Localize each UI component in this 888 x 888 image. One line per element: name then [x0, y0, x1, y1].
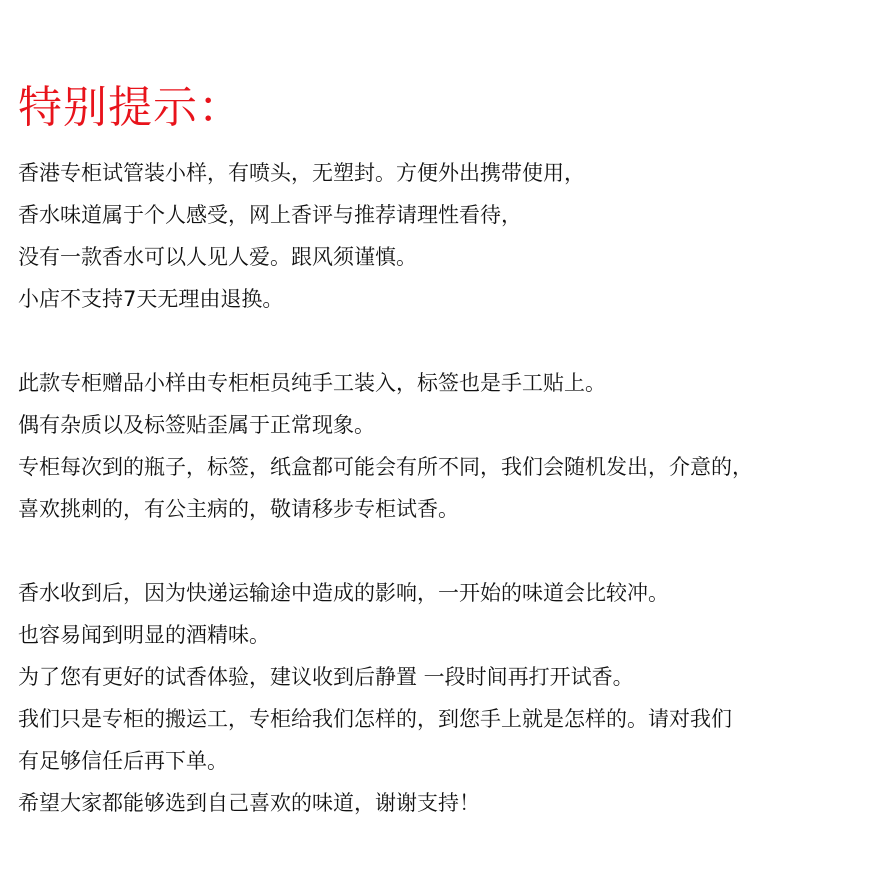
text-line: 没有一款香水可以人见人爱。跟风须谨慎。 [18, 245, 417, 269]
text-line: 为了您有更好的试香体验，建议收到后静置 一段时间再打开试香。 [18, 665, 634, 689]
text-line: 香水收到后，因为快递运输途中造成的影响，一开始的味道会比较冲。 [18, 581, 669, 605]
text-line: 小店不支持7天无理由退换。 [18, 287, 284, 311]
text-line: 也容易闻到明显的酒精味。 [18, 623, 270, 647]
paragraph-product-info [18, 152, 878, 320]
notice-block [18, 78, 878, 824]
paragraph-packaging-info [18, 362, 878, 530]
text-line: 偶有杂质以及标签贴歪属于正常现象。 [18, 413, 375, 437]
text-line: 专柜每次到的瓶子，标签，纸盒都可能会有所不同，我们会随机发出，介意的， [18, 455, 753, 479]
text-line: 香港专柜试管装小样，有喷头，无塑封。方便外出携带使用， [18, 161, 585, 185]
text-line: 香水味道属于个人感受，网上香评与推荐请理性看待， [18, 203, 522, 227]
text-line: 希望大家都能够选到自己喜欢的味道，谢谢支持！ [18, 791, 480, 815]
text-line: 有足够信任后再下单。 [18, 749, 228, 773]
text-line: 我们只是专柜的搬运工，专柜给我们怎样的，到您手上就是怎样的。请对我们 [18, 707, 732, 731]
paragraph-shipping-info [18, 572, 878, 824]
text-line: 此款专柜赠品小样由专柜柜员纯手工装入，标签也是手工贴上。 [18, 371, 606, 395]
text-line: 喜欢挑刺的，有公主病的，敬请移步专柜试香。 [18, 497, 459, 521]
notice-title: 特别提示： [18, 82, 243, 133]
